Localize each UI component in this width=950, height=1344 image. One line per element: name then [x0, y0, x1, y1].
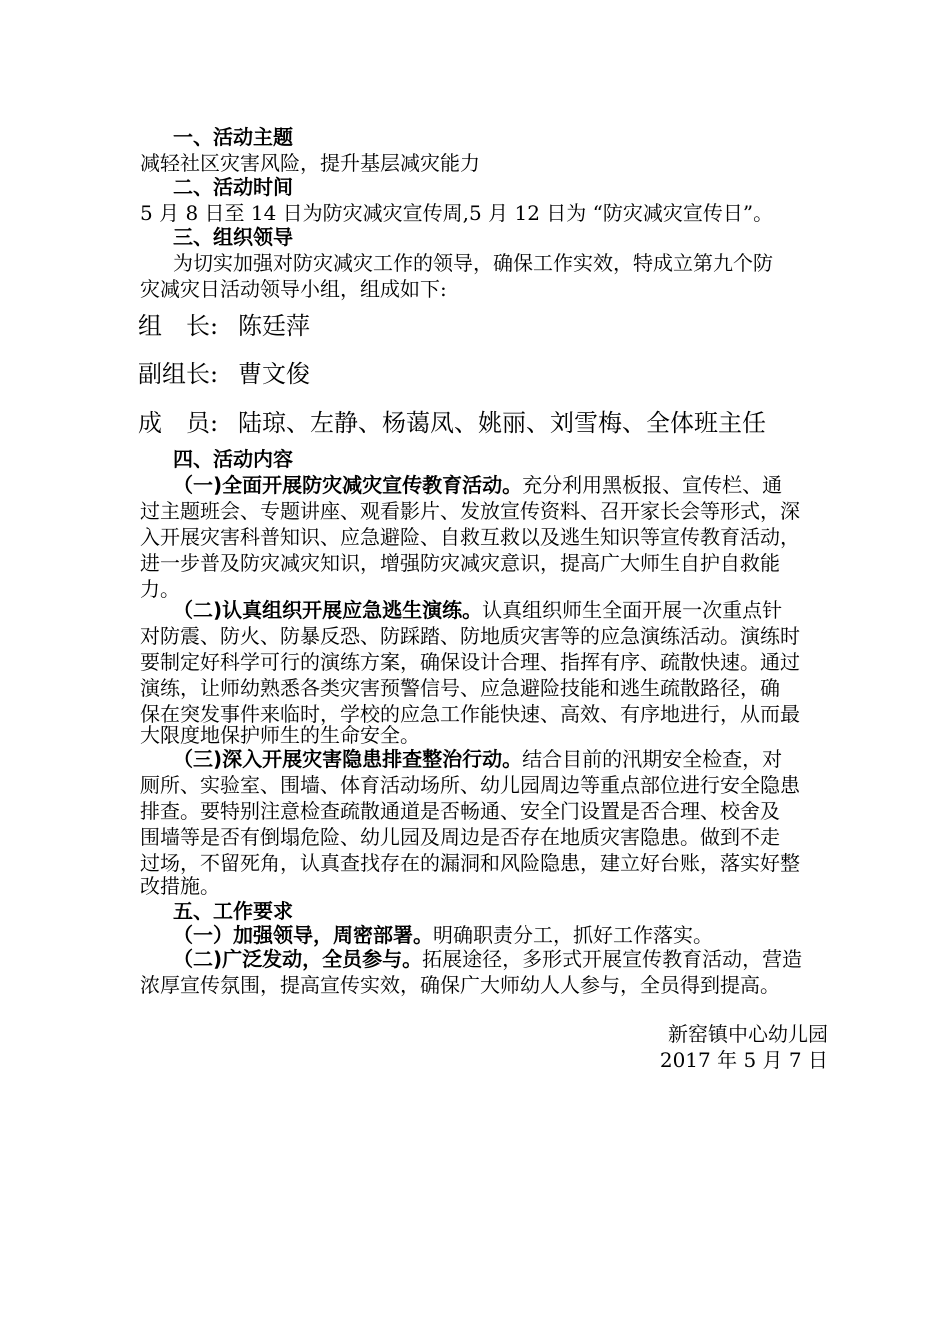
- content-p2-line-1: [173, 597, 782, 623]
- section-title-leadership: 三、组织领导: [173, 225, 293, 249]
- content-p3-line-4: 围墙等是否有倒塌危险、幼儿园及周边是否存在地质灾害隐患。做到不走: [140, 825, 780, 849]
- requirement-1-text: 明确职责分工，抓好工作落实。: [433, 923, 713, 947]
- deputy-name: 曹文俊: [238, 360, 310, 388]
- section-title-requirements: 五、工作要求: [173, 899, 293, 923]
- deputy-row: [138, 359, 310, 389]
- members-row: [138, 408, 766, 438]
- content-p3-line-1: [173, 746, 782, 772]
- leader-name: 陈廷萍: [238, 312, 310, 340]
- content-p3-line-5: 过场，不留死角，认真查找存在的漏洞和风险隐患，建立好台账，落实好整: [140, 851, 800, 875]
- requirement-1: [173, 922, 713, 948]
- requirement-1-heading: （一）加强领导，周密部署。: [173, 923, 433, 947]
- requirement-2-text-1: 拓展途径，多形式开展宣传教育活动，营造: [422, 947, 803, 971]
- leader-row: [138, 311, 310, 341]
- signature-org: 新窑镇中心幼儿园: [668, 1022, 828, 1046]
- time-text: 5 月 8 日至 14 日为防灾减灾宣传周,5 月 12 日为 “防灾减灾宣传日”。: [140, 201, 774, 225]
- content-p3-line-3: 排查。要特别注意检查疏散通道是否畅通、安全门设置是否合理、校舍及: [140, 799, 780, 823]
- content-p2-text-1: 认真组织师生全面开展一次重点针: [482, 598, 783, 622]
- deputy-label: 副组长:: [138, 360, 219, 388]
- content-p1-line-4: 进一步普及防灾减灾知识，增强防灾减灾意识，提高广大师生自护自救能: [140, 551, 780, 575]
- leadership-text-line-2: 灾减灾日活动领导小组，组成如下:: [140, 277, 447, 301]
- members-label: 成 员:: [138, 409, 219, 437]
- content-p3-heading: （三)深入开展灾害隐患排查整治行动。: [173, 747, 523, 771]
- content-p2-line-2: 对防震、防火、防暴反恐、防踩踏、防地质灾害等的应急演练活动。演练时: [140, 624, 800, 648]
- leader-label: 组 长:: [138, 312, 219, 340]
- content-p2-heading: （二)认真组织开展应急逃生演练。: [173, 598, 483, 622]
- requirement-2-line-1: [173, 946, 802, 972]
- content-p1-line-5: 力。: [140, 577, 180, 601]
- theme-text: 减轻社区灾害风险，提升基层减灾能力: [140, 151, 480, 175]
- content-p1-line-2: 过主题班会、专题讲座、观看影片、发放宣传资料、召开家长会等形式，深: [140, 499, 800, 523]
- signature-date: 2017 年 5 月 7 日: [659, 1048, 828, 1072]
- content-p1-text-1: 充分利用黑板报、宣传栏、通: [522, 473, 783, 497]
- content-p3-text-1: 结合目前的汛期安全检查，对: [522, 747, 783, 771]
- section-title-time: 二、活动时间: [173, 175, 293, 199]
- content-p2-line-5: 保在突发事件来临时，学校的应急工作能快速、高效、有序地进行，从而最: [140, 702, 800, 726]
- content-p3-line-2: 厕所、实验室、围墙、体育活动场所、幼儿园周边等重点部位进行安全隐患: [140, 773, 800, 797]
- requirement-2-heading: （二)广泛发动，全员参与。: [173, 947, 423, 971]
- content-p2-line-6: 大限度地保护师生的生命安全。: [140, 723, 420, 747]
- section-title-content: 四、活动内容: [173, 447, 293, 471]
- leadership-text-line-1: 为切实加强对防灾减灾工作的领导，确保工作实效，特成立第九个防: [173, 251, 773, 275]
- content-p1-line-1: [173, 472, 782, 498]
- content-p1-line-3: 入开展灾害科普知识、应急避险、自救互救以及逃生知识等宣传教育活动，: [140, 525, 800, 549]
- content-p2-line-4: 演练，让师幼熟悉各类灾害预警信号、应急避险技能和逃生疏散路径，确: [140, 676, 780, 700]
- content-p1-heading: （一)全面开展防灾减灾宣传教育活动。: [173, 473, 523, 497]
- content-p3-line-6: 改措施。: [140, 874, 220, 898]
- members-names: 陆琼、左静、杨蔼凤、姚丽、刘雪梅、全体班主任: [238, 409, 766, 437]
- content-p2-line-3: 要制定好科学可行的演练方案，确保设计合理、指挥有序、疏散快速。通过: [140, 650, 800, 674]
- requirement-2-line-2: 浓厚宣传氛围，提高宣传实效，确保广大师幼人人参与，全员得到提高。: [140, 973, 780, 997]
- section-title-theme: 一、活动主题: [173, 125, 293, 149]
